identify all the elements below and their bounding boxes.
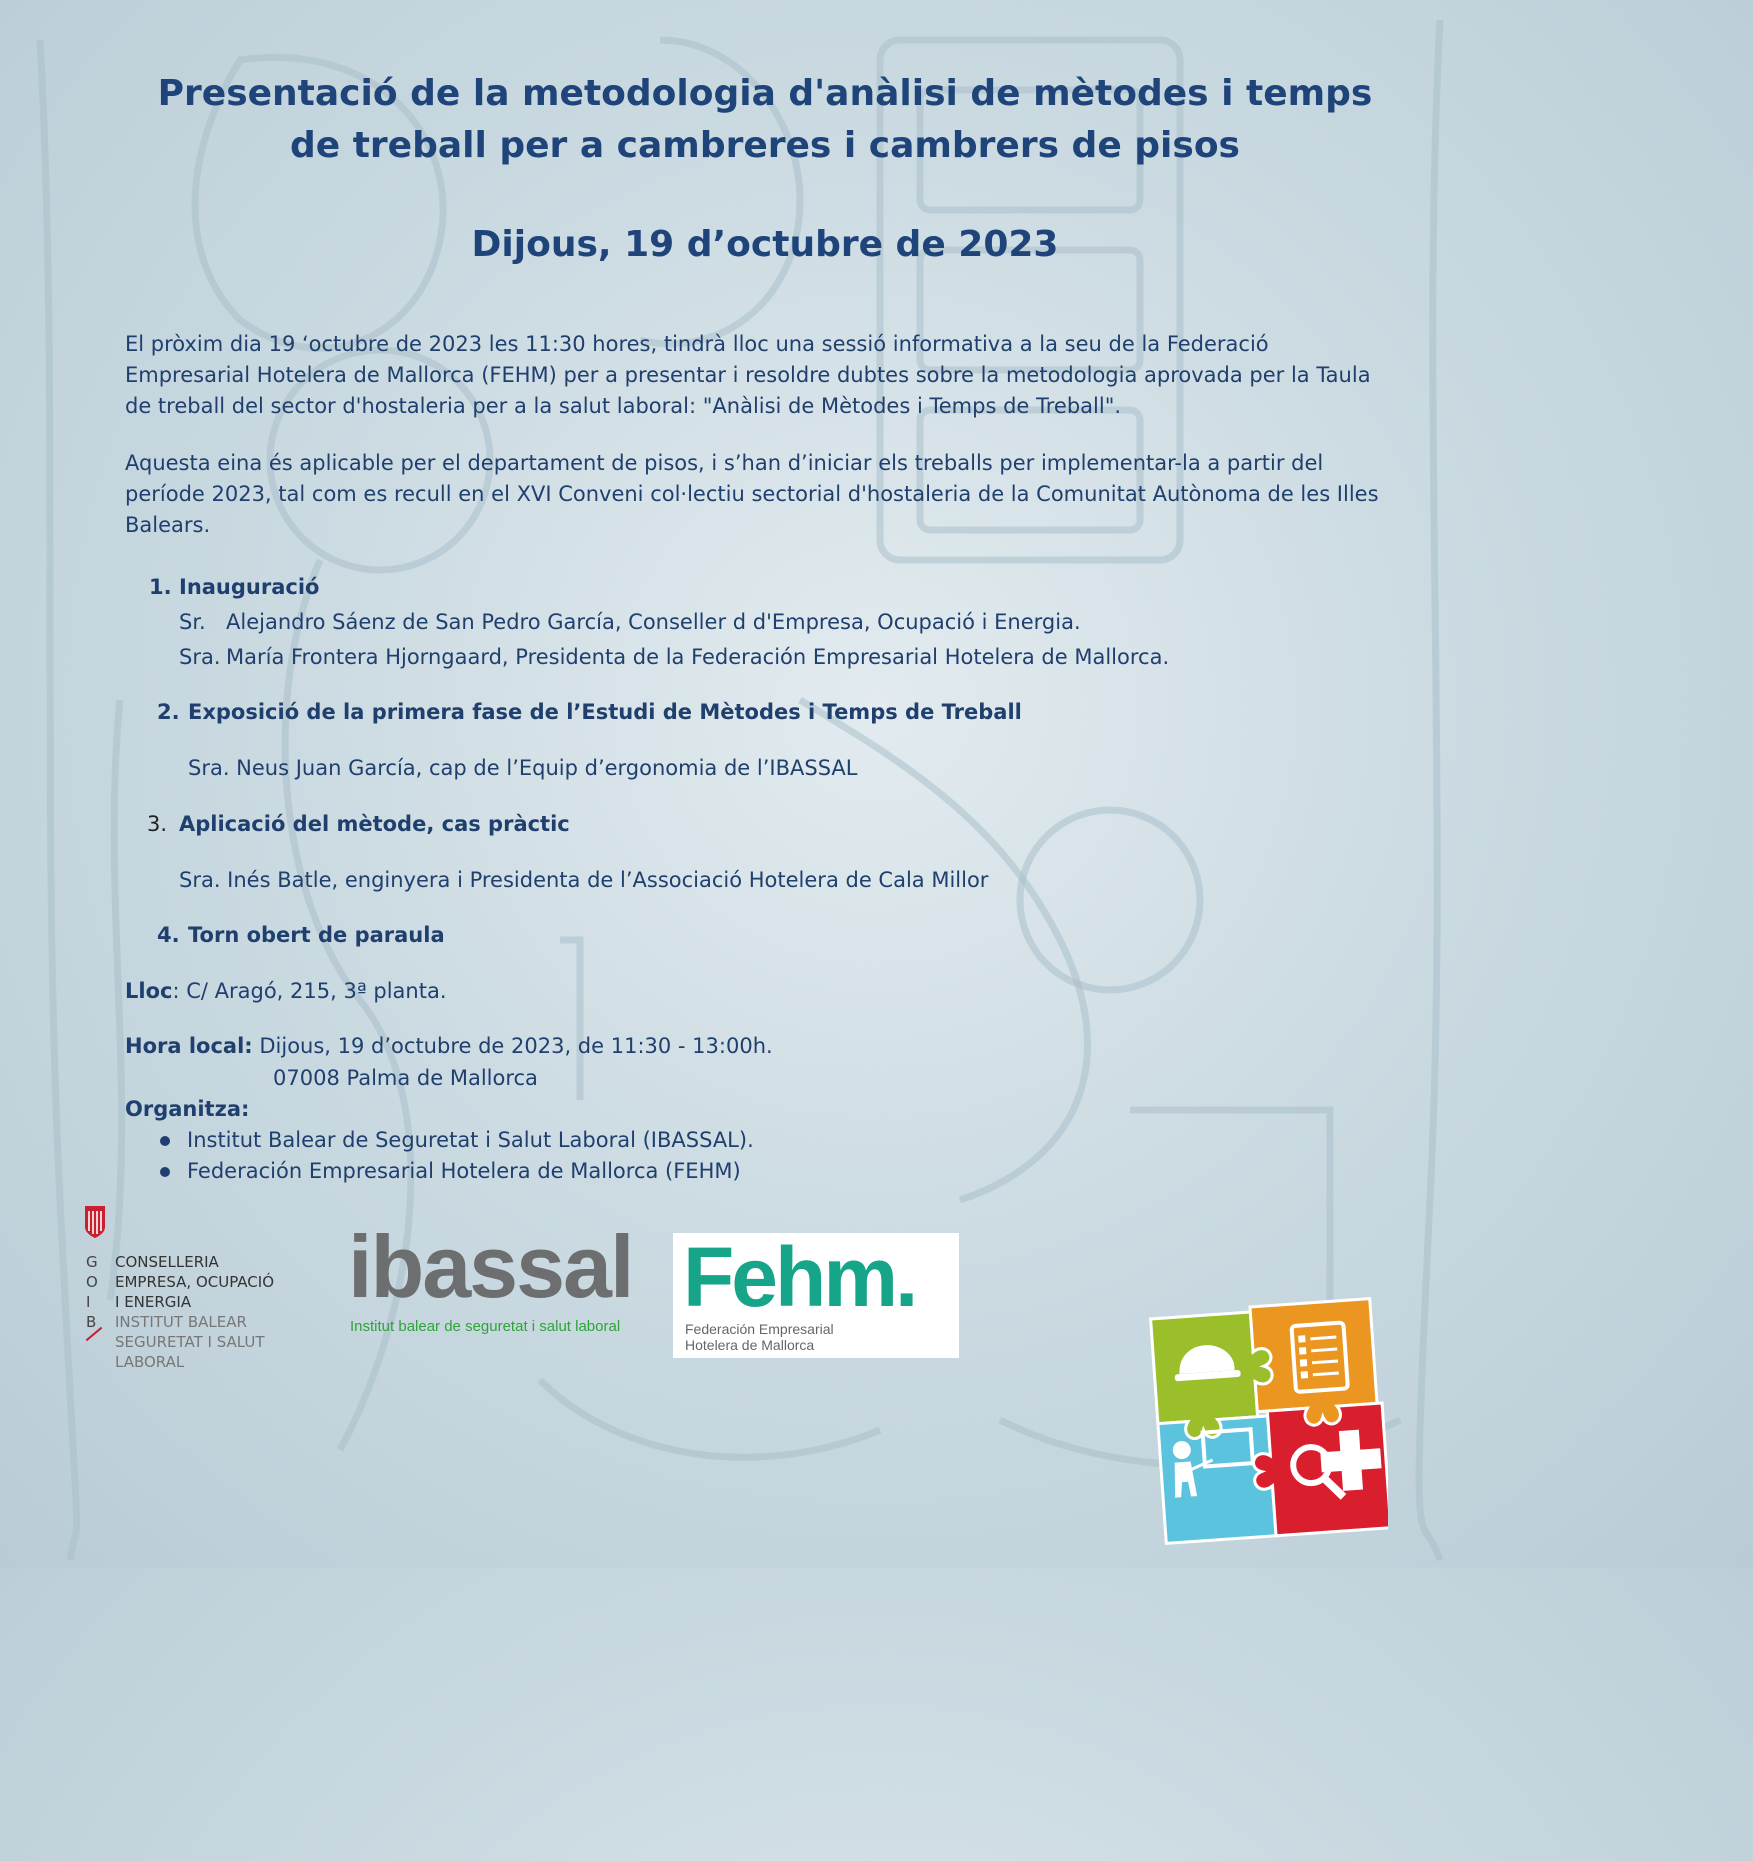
agenda-title-1: Inauguració <box>179 575 320 599</box>
goib-letters <box>86 1252 98 1332</box>
agenda-title-4: Torn obert de paraula <box>188 923 445 947</box>
event-date: Dijous, 19 d’octubre de 2023 <box>471 224 1059 265</box>
city: 07008 Palma de Mallorca <box>273 1066 538 1090</box>
ibassal-logo: ibassal <box>348 1217 633 1316</box>
agenda-speaker-1a: Alejandro Sáenz de San Pedro García, Conseller d d'Empresa, Ocupació i Energia. <box>226 610 1081 634</box>
conselleria-text <box>115 1252 274 1372</box>
page-title: Presentació de la metodologia d'anàlisi de mètodes i temps de treball per a cambreres i cambrers de pisos <box>157 73 1373 166</box>
agenda-number-4: 4. <box>157 923 180 947</box>
agenda-title-2: Exposició de la primera fase de l’Estudi de Mètodes i Temps de Treball <box>188 700 1022 724</box>
time-value: Dijous, 19 d’octubre de 2023, de 11:30 - 13:00h. <box>252 1034 773 1058</box>
ibassal-tagline: Institut balear de seguretat i salut laboral <box>350 1318 621 1335</box>
conselleria-line: EMPRESA, OCUPACIÓ <box>115 1273 275 1291</box>
goib-crest-icon <box>84 1205 106 1239</box>
agenda-number-1: 1. <box>149 575 172 599</box>
institut-line: SEGURETAT I SALUT <box>115 1333 265 1351</box>
goib-letter: O <box>86 1273 98 1291</box>
agenda-speaker-honorific: Sr. <box>179 610 206 634</box>
local-time <box>125 1031 773 1061</box>
fehm-logo <box>673 1230 959 1358</box>
location-label: Lloc <box>125 979 173 1003</box>
intro-paragraph-2: Aquesta eina és aplicable per el departament de pisos, i s’han d’iniciar els treballs per implementar-la a partir del període 2023, tal com es recull en el XVI Conveni col·lectiu sectorial d'hostaleria de la Comunitat Autònoma de les Illes Balears. <box>125 451 1379 537</box>
agenda-speaker-honorific: Sra. <box>179 645 221 669</box>
fehm-wordmark: Fehm. <box>683 1230 916 1324</box>
agenda-speaker-3: Sra. Inés Batle, enginyera i Presidenta de l’Associació Hotelera de Cala Millor <box>179 868 989 892</box>
goib-letter: B <box>86 1313 97 1331</box>
goib-letter: G <box>86 1253 98 1271</box>
puzzle-icon <box>1148 1296 1388 1546</box>
organizer-item: Federación Empresarial Hotelera de Mallorca (FEHM) <box>187 1159 741 1183</box>
agenda-number-2: 2. <box>157 700 180 724</box>
fehm-tagline-line: Federación Empresarial <box>685 1321 834 1337</box>
agenda-title-3: Aplicació del mètode, cas pràctic <box>179 812 570 836</box>
location-value: : C/ Aragó, 215, 3ª planta. <box>172 979 447 1003</box>
organizers-label: Organitza: <box>125 1097 250 1121</box>
fehm-tagline <box>685 1321 834 1353</box>
organizer-item: Institut Balear de Seguretat i Salut Laboral (IBASSAL). <box>187 1128 754 1152</box>
conselleria-line: I ENERGIA <box>115 1293 192 1311</box>
bullet <box>160 1136 170 1146</box>
agenda-number-3: 3. <box>147 812 168 836</box>
intro-paragraph-1: El pròxim dia 19 ‘octubre de 2023 les 11:30 hores, tindrà lloc una sessió informativa a la seu de la Federació Empresarial Hotelera de Mallorca (FEHM) per a presentar i resoldre dubtes sobre la metodologia aprovada per la Taula de treball del sector d'hostaleria per a la salut laboral: "Anàlisi de Mètodes i Temps de Treball". <box>125 332 1371 418</box>
institut-line: INSTITUT BALEAR <box>115 1313 247 1331</box>
bullet <box>160 1167 170 1177</box>
conselleria-line: CONSELLERIA <box>115 1253 219 1271</box>
agenda-speaker-2: Sra. Neus Juan García, cap de l’Equip d’ergonomia de l’IBASSAL <box>188 756 858 780</box>
time-label: Hora local: <box>125 1034 253 1058</box>
fehm-tagline-line: Hotelera de Mallorca <box>685 1337 815 1353</box>
location <box>125 976 447 1006</box>
goib-letter: I <box>86 1293 91 1311</box>
agenda-speaker-1b: María Frontera Hjorngaard, Presidenta de la Federación Empresarial Hotelera de Mallorca. <box>226 645 1170 669</box>
institut-line: LABORAL <box>115 1353 185 1371</box>
